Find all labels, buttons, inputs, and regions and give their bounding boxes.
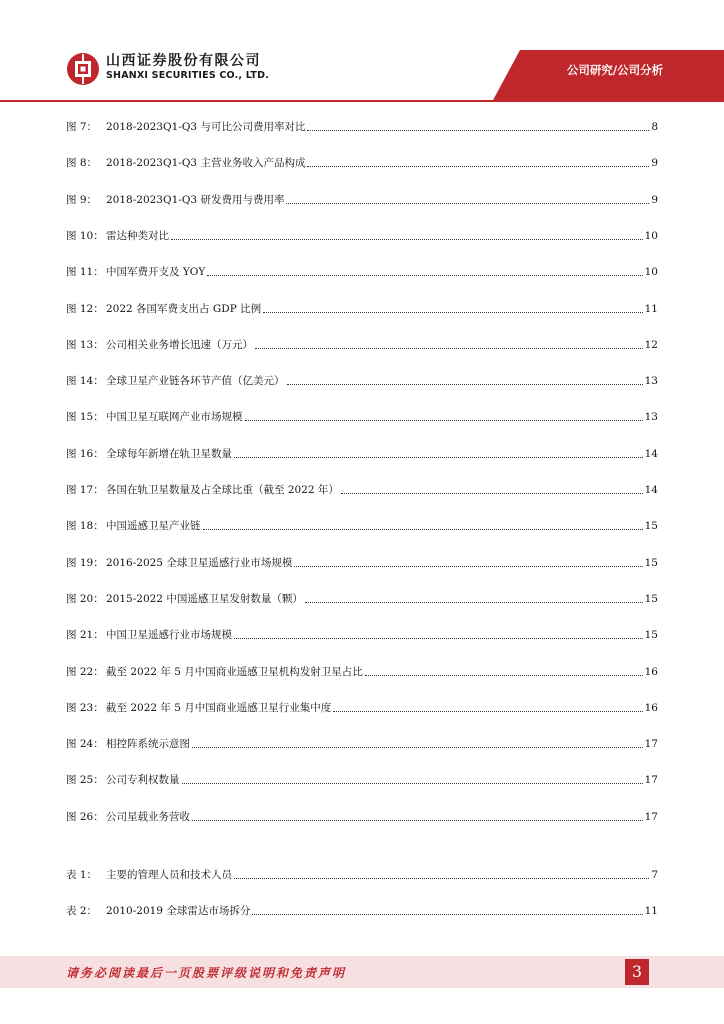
toc-figure-entry[interactable]: [66, 517, 658, 533]
entry-label: 图 9：: [66, 193, 98, 206]
entry-label: 图 25：: [66, 774, 104, 787]
entry-page-number: 15: [644, 556, 658, 569]
toc-figure-entry[interactable]: [66, 481, 658, 497]
toc-figure-entry[interactable]: [66, 336, 658, 352]
dot-leader: [255, 345, 643, 349]
toc-figure-entry[interactable]: [66, 154, 658, 170]
entry-label: 图 14：: [66, 375, 104, 388]
entry-title: 相控阵系统示意图: [106, 738, 190, 751]
dot-leader: [203, 526, 643, 530]
entry-label: 图 23：: [66, 701, 104, 714]
entry-title: 公司专利权数量: [106, 774, 180, 787]
entry-page-number: 10: [644, 229, 658, 242]
entry-label: 表 1：: [66, 869, 98, 881]
toc-figure-entry[interactable]: [66, 263, 658, 279]
dot-leader: [234, 454, 643, 458]
dot-leader: [207, 272, 642, 276]
entry-label: 表 2：: [66, 905, 98, 918]
page-header: [0, 0, 724, 102]
dot-leader: [252, 911, 642, 915]
toc-figure-entry[interactable]: [66, 445, 658, 461]
entry-title: 2016-2025 全球卫星遥感行业市场规模: [106, 556, 293, 569]
entry-label: 图 21：: [66, 629, 104, 642]
entry-label: 图 24：: [66, 738, 104, 751]
entry-label: 图 15：: [66, 411, 104, 424]
entry-label: 图 18：: [66, 520, 104, 533]
entry-page-number: 11: [644, 302, 658, 315]
section-tag: 公司研究/公司分析: [566, 63, 664, 77]
entry-label: 图 8：: [66, 157, 98, 170]
entry-title: 中国卫星遥感行业市场规模: [106, 629, 232, 642]
dot-leader: [365, 672, 643, 676]
page-number: 3: [625, 959, 649, 985]
entry-label: 图 12：: [66, 302, 104, 315]
dot-leader: [245, 417, 643, 421]
dot-leader: [307, 127, 649, 131]
toc-figure-entry[interactable]: [66, 590, 658, 606]
dot-leader: [234, 875, 649, 879]
entry-page-number: 8: [651, 121, 658, 133]
entry-label: 图 7：: [66, 121, 98, 133]
toc-figure-entry[interactable]: [66, 626, 658, 642]
entry-label: 图 11：: [66, 266, 104, 279]
entry-title: 2018-2023Q1-Q3 主营业务收入产品构成: [106, 157, 306, 170]
toc-figure-entry[interactable]: [66, 227, 658, 243]
dot-leader: [333, 708, 642, 712]
entry-page-number: 15: [644, 629, 658, 642]
toc-figure-entry[interactable]: [66, 663, 658, 679]
toc-table-entry[interactable]: [66, 866, 658, 882]
entry-title: 各国在轨卫星数量及占全球比重（截至 2022 年）: [106, 484, 339, 496]
entry-page-number: 14: [644, 447, 658, 460]
entry-page-number: 17: [644, 774, 658, 787]
shanxi-securities-logo-icon: [66, 52, 100, 86]
dot-leader: [287, 381, 643, 385]
entry-label: 图 17：: [66, 484, 104, 496]
toc-figure-entry[interactable]: [66, 735, 658, 751]
entry-title: 2022 各国军费支出占 GDP 比例: [106, 302, 262, 315]
company-name-cn: 山西证券股份有限公司: [106, 53, 261, 69]
toc-figure-entry[interactable]: [66, 808, 658, 824]
company-name-en: SHANXI SECURITIES CO., LTD.: [106, 70, 270, 81]
entry-label: 图 26：: [66, 810, 104, 823]
entry-title: 全球每年新增在轨卫星数量: [106, 447, 232, 460]
entry-label: 图 22：: [66, 665, 104, 678]
entry-title: 2010-2019 全球雷达市场拆分: [106, 905, 251, 918]
entry-label: 图 13：: [66, 338, 104, 351]
entry-page-number: 16: [644, 665, 658, 678]
disclaimer-notice: 请务必阅读最后一页股票评级说明和免责声明: [66, 966, 347, 980]
entry-page-number: 13: [644, 375, 658, 388]
entry-page-number: 9: [651, 157, 658, 170]
entry-page-number: 17: [644, 738, 658, 751]
entry-page-number: 7: [651, 869, 658, 881]
page-footer: [0, 956, 724, 988]
entry-title: 公司相关业务增长迅速（万元）: [106, 338, 253, 351]
dot-leader: [294, 563, 642, 567]
dot-leader: [192, 817, 643, 821]
dot-leader: [263, 309, 643, 313]
entry-title: 中国军费开支及 YOY: [106, 266, 206, 279]
toc-table-entry[interactable]: [66, 902, 658, 918]
entry-page-number: 13: [644, 411, 658, 424]
entry-title: 中国卫星互联网产业市场规模: [106, 411, 243, 424]
entry-title: 公司星载业务营收: [106, 810, 190, 823]
entry-title: 雷达种类对比: [106, 229, 169, 242]
entry-title: 中国遥感卫星产业链: [106, 520, 201, 533]
entry-page-number: 11: [644, 905, 658, 918]
entry-label: 图 16：: [66, 447, 104, 460]
entry-title: 主要的管理人员和技术人员: [106, 869, 232, 881]
entry-title: 2015-2022 中国遥感卫星发射数量（颗）: [106, 592, 303, 605]
toc-figure-entry[interactable]: [66, 554, 658, 570]
entry-page-number: 15: [644, 592, 658, 605]
toc-figure-entry[interactable]: [66, 408, 658, 424]
entry-page-number: 10: [644, 266, 658, 279]
entry-label: 图 20：: [66, 592, 104, 605]
toc-figure-entry[interactable]: [66, 118, 658, 134]
dot-leader: [341, 490, 643, 494]
entry-title: 截至 2022 年 5 月中国商业遥感卫星行业集中度: [106, 701, 332, 714]
toc-figure-entry[interactable]: [66, 300, 658, 316]
toc-figure-entry[interactable]: [66, 699, 658, 715]
entry-title: 截至 2022 年 5 月中国商业遥感卫星机构发射卫星占比: [106, 665, 363, 678]
entry-title: 2018-2023Q1-Q3 研发费用与费用率: [106, 193, 285, 206]
dot-leader: [234, 635, 643, 639]
entry-page-number: 17: [644, 810, 658, 823]
toc-figure-entry[interactable]: [66, 372, 658, 388]
toc-figure-entry[interactable]: [66, 191, 658, 207]
entry-page-number: 14: [644, 484, 658, 496]
toc-figure-entry[interactable]: [66, 771, 658, 787]
dot-leader: [182, 780, 643, 784]
entry-page-number: 15: [644, 520, 658, 533]
entry-label: 图 19：: [66, 556, 104, 569]
dot-leader: [192, 744, 643, 748]
dot-leader: [305, 599, 643, 603]
entry-page-number: 16: [644, 701, 658, 714]
entry-title: 全球卫星产业链各环节产值（亿美元）: [106, 375, 285, 388]
dot-leader: [286, 200, 649, 204]
dot-leader: [307, 163, 649, 167]
entry-page-number: 12: [644, 338, 658, 351]
entry-title: 2018-2023Q1-Q3 与可比公司费用率对比: [106, 121, 306, 133]
entry-label: 图 10：: [66, 229, 104, 242]
entry-page-number: 9: [651, 193, 658, 206]
dot-leader: [171, 236, 643, 240]
